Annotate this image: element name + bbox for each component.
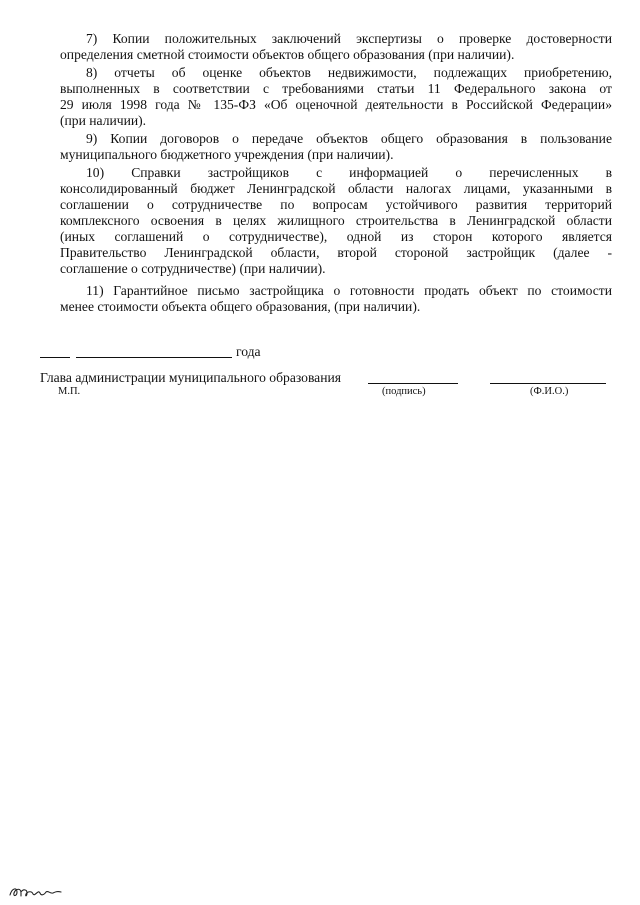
paragraph-10-line-1: 10) Справки застройщиков с информацией о перечисленных в [86,165,612,180]
paragraph-10-line-7: соглашение о сотрудничестве) (при наличии). [60,261,326,276]
signature-caption: (подпись) [382,386,426,397]
paragraph-8-line-1: 8) отчеты об оценке объектов недвижимости, подлежащих приобретению, [86,65,612,80]
name-blank [490,383,606,384]
date-year-suffix: года [236,344,261,359]
paragraph-8-line-2: выполненных в соответствии с требованиями статьи 11 Федерального закона от [60,81,612,96]
handwritten-initials-icon [8,885,64,899]
paragraph-7-line-1: 7) Копии положительных заключений экспертизы о проверке достоверности [86,31,612,46]
stamp-mark: М.П. [58,386,81,397]
paragraph-11-line-2: менее стоимости объекта общего образования, (при наличии). [60,299,421,314]
date-month-blank [76,357,232,358]
paragraph-10-line-5: (иных соглашений о сотрудничестве), одной из сторон которого является [60,229,612,244]
paragraph-8-line-4: (при наличии). [60,113,147,128]
signature-blank [368,383,458,384]
paragraph-11-line-1: 11) Гарантийное письмо застройщика о готовности продать объект по стоимости [86,283,612,298]
paragraph-10-line-3: соглашении о сотрудничестве по вопросам устойчивого развития территорий [60,197,612,212]
paragraph-10-line-2: консолидированный бюджет Ленинградской области налогах лицами, указанными в [60,181,612,196]
paragraph-9-line-2: муниципального бюджетного учреждения (при наличии). [60,147,394,162]
paragraph-9-line-1: 9) Копии договоров о передаче объектов общего образования в пользование [86,131,612,146]
paragraph-10-line-6: Правительство Ленинградской области, второй стороной застройщик (далее - [60,245,612,260]
position-title: Глава администрации муниципального образования [40,370,342,385]
date-day-blank [40,357,70,358]
name-caption: (Ф.И.О.) [530,386,569,397]
paragraph-7-line-2: определения сметной стоимости объектов общего образования (при наличии). [60,47,515,62]
paragraph-8-line-3: 29 июля 1998 года № 135-ФЗ «Об оценочной деятельности в Российской Федерации» [60,97,612,112]
paragraph-10-line-4: комплексного освоения в целях жилищного строительства в Ленинградской области [60,213,612,228]
